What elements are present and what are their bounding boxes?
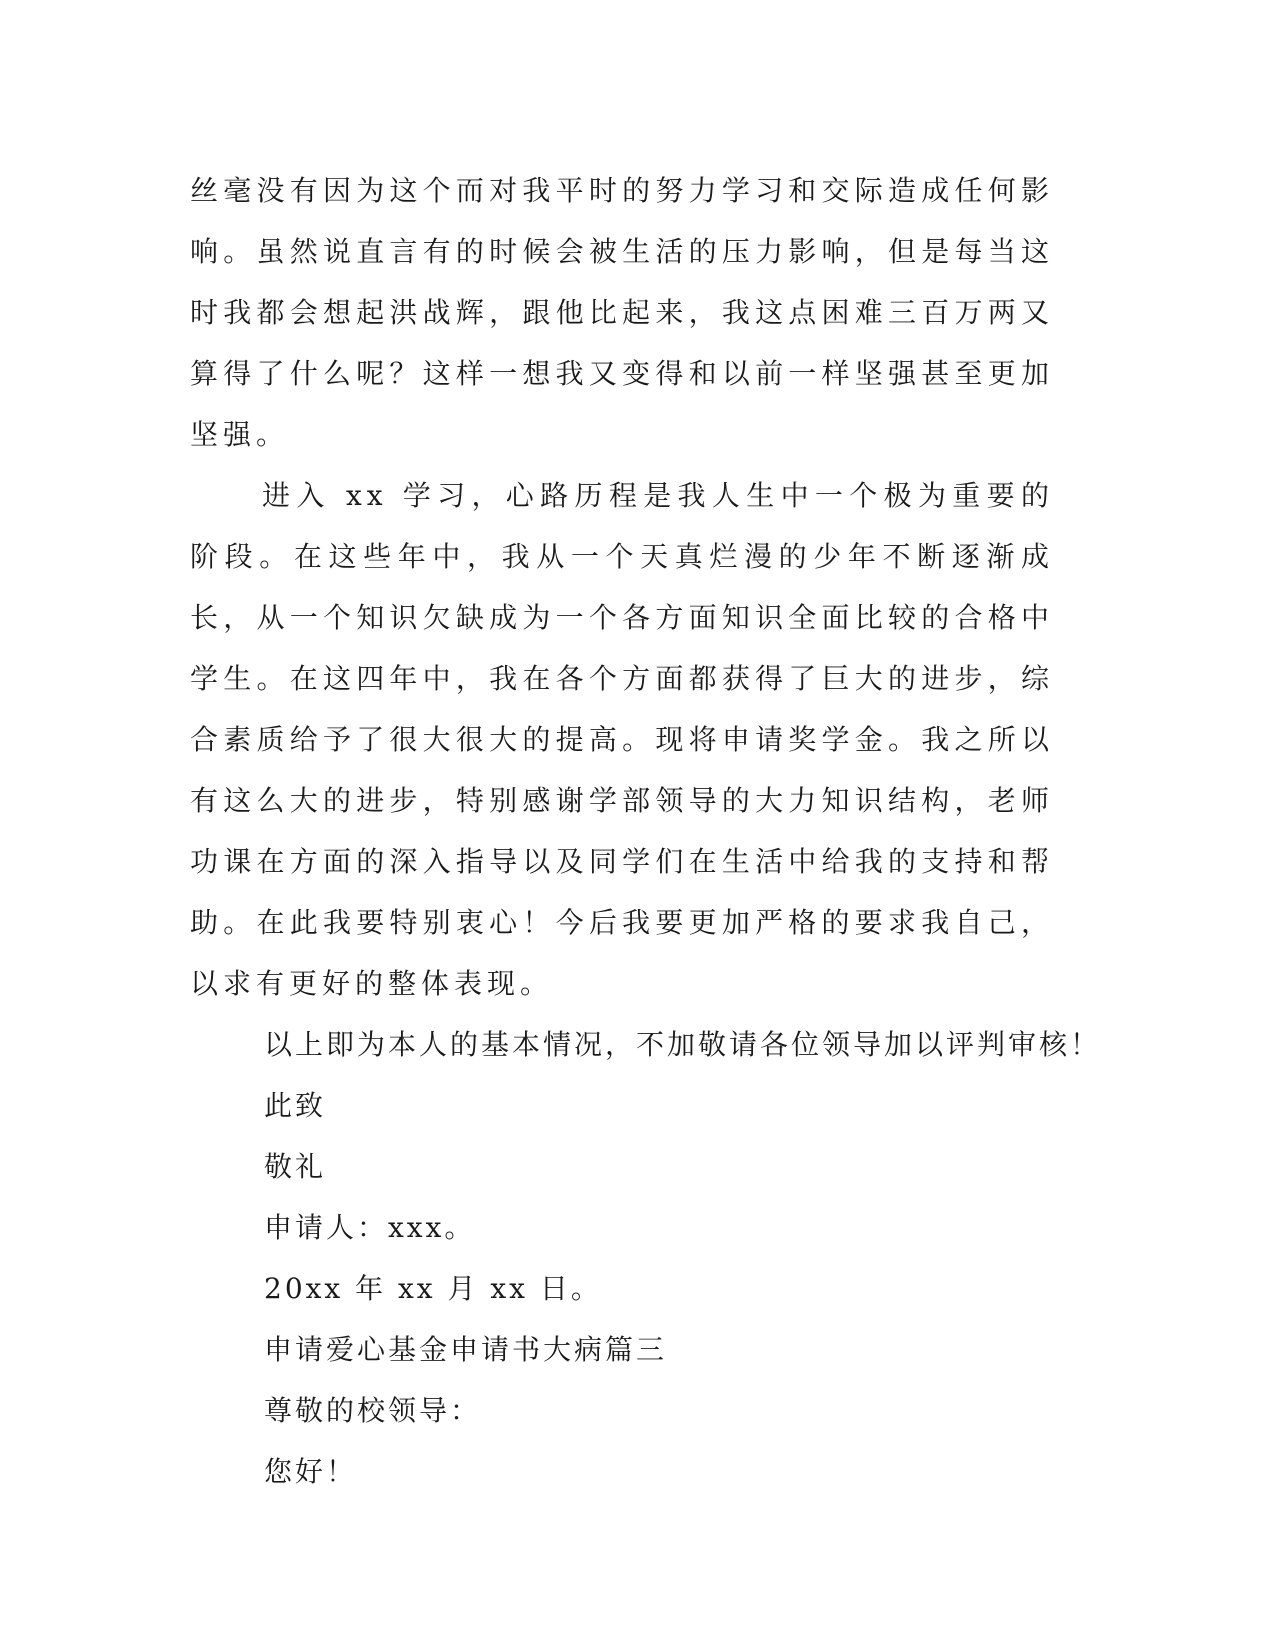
closing-statement: 以上即为本人的基本情况，不加敬请各位领导加以评判审核！ <box>264 1028 1102 1061</box>
letter-addressee: 尊敬的校领导： <box>264 1394 482 1427</box>
salutation-cizhi: 此致 <box>264 1089 327 1122</box>
applicant-name: 申请人：xxx。 <box>264 1211 476 1244</box>
section-title: 申请爱心基金申请书大病篇三 <box>264 1333 668 1366</box>
letter-greeting: 您好！ <box>264 1455 358 1488</box>
application-date: 20xx 年 xx 月 xx 日。 <box>264 1272 602 1305</box>
paragraph-study-progress: 进入 xx 学习，心路历程是我人生中一个极为重要的阶段。在这些年中，我从一个天真烂漫的少年不断逐渐成长，从一个知识欠缺成为一个各方面知识全面比较的合格中学生。在这四年中，我在各个方面都获得了巨大的进步，综合素质给予了很大很大的提高。现将申请奖学金。我之所以有这么大的进步，特别感谢学部领导的大力知识结构，老师功课在方面的深入指导以及同学们在生活中给我的支持和帮助。在此我要特别衷心！今后我要更加严格的要求我自己，以求有更好的整体表现。 <box>190 479 1054 1000</box>
paragraph-continued: 丝毫没有因为这个而对我平时的努力学习和交际造成任何影响。虽然说直言有的时候会被生活的压力影响，但是每当这时我都会想起洪战辉，跟他比起来，我这点困难三百万两又算得了什么呢？这样一想我又变得和以前一样坚强甚至更加坚强。 <box>190 174 1054 451</box>
salutation-jingli: 敬礼 <box>264 1150 327 1183</box>
document-page <box>190 160 1102 1502</box>
